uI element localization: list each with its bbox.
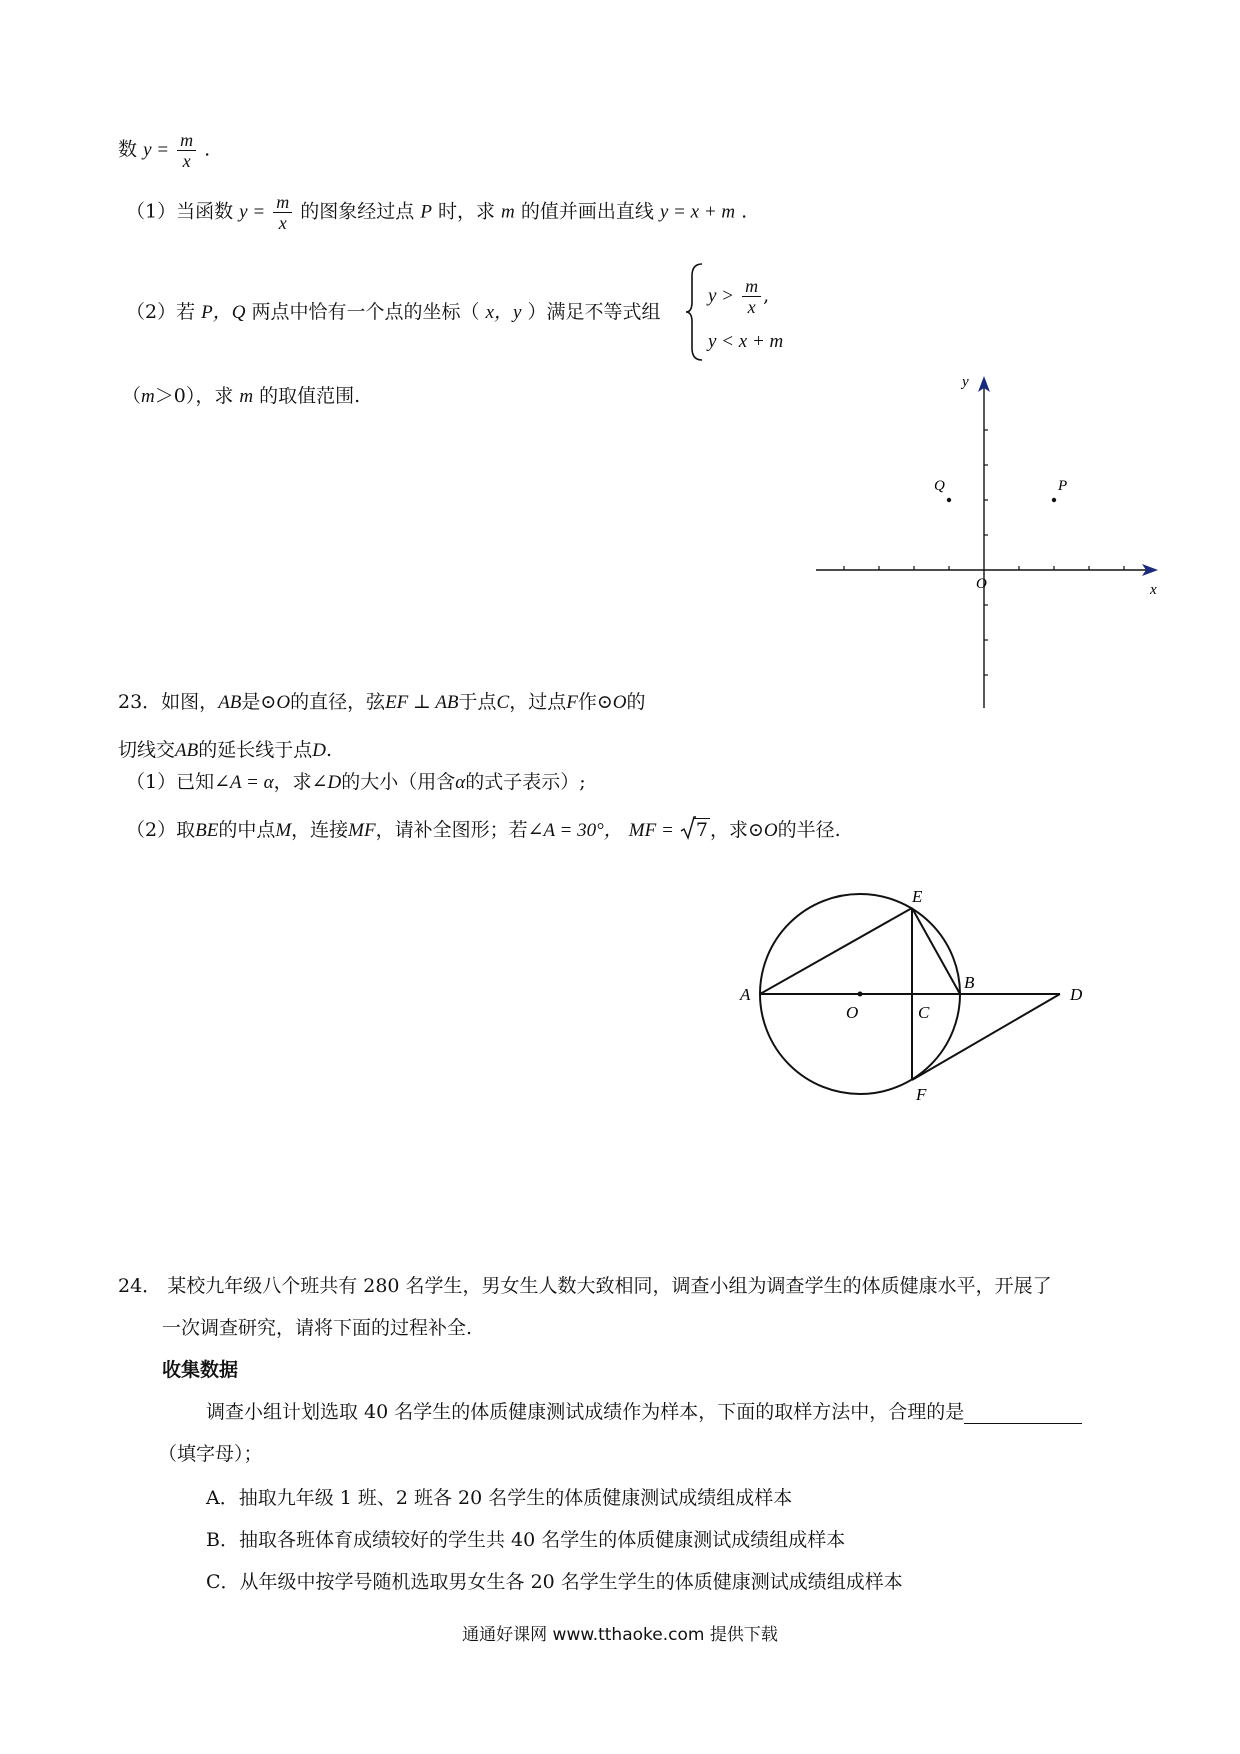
x-axis-label: x (1150, 582, 1157, 598)
q22-continuation: 数 y = $\frac{m}{x}$ . (118, 130, 211, 171)
fraction-m-over-x: $\frac{m}{x}$ (273, 192, 292, 233)
q24-heading: 收集数据 (162, 1359, 239, 1381)
label-D: D (1070, 985, 1083, 1004)
coordinate-graph (810, 372, 1170, 712)
graph-points (947, 498, 1056, 502)
fraction-m-over-x: $\frac{m}{x}$ (177, 130, 196, 171)
fraction-m-over-x: $\frac{m}{x}$ (742, 276, 761, 317)
answer-blank[interactable] (964, 1403, 1082, 1424)
q24-line4: （填字母）； (158, 1443, 263, 1465)
center-dot (858, 992, 863, 997)
circle-figure (736, 884, 1156, 1124)
point-Q-label: Q (934, 478, 945, 494)
origin-label: O (976, 576, 987, 592)
q24-option-C: C．从年级中按学号随机选取男女生各 20 名学生学生的体质健康测试成绩组成样本 (206, 1571, 903, 1593)
sqrt-7: 7 (680, 818, 710, 842)
q23-line1: 23．如图，AB是⊙O的直径，弦EF ⊥ AB于点C，过点F作⊙O的 (118, 691, 646, 713)
label-O: O (846, 1003, 859, 1022)
point-Q (947, 498, 951, 502)
line-EB (912, 908, 960, 994)
label-C: C (918, 1003, 930, 1022)
label-B: B (964, 973, 975, 992)
q23-line2: 切线交AB的延长线于点D. (118, 739, 333, 761)
left-brace-icon (686, 262, 706, 362)
label-F: F (916, 1085, 927, 1104)
line-AE (760, 908, 912, 994)
q24-line1: 24． 某校九年级八个班共有 280 名学生，男女生人数大致相同，调查小组为调查学生的体质健康水平，开展了 (118, 1275, 1052, 1297)
label-E: E (912, 887, 923, 906)
q22-condition: （m＞0），求 m 的取值范围. (122, 385, 361, 407)
q23-part2: （2）取BE的中点M，连接MF，请补全图形；若∠A = 30°， MF = 7 ，求⊙O的半径. (126, 818, 841, 843)
footer-text: 通通好课网 www.tthaoke.com 提供下载 (462, 1625, 778, 1645)
y-axis-label: y (962, 374, 969, 390)
q24-option-A: A．抽取九年级 1 班、2 班各 20 名学生的体质健康测试成绩组成样本 (206, 1487, 793, 1509)
q24-line3: 调查小组计划选取 40 名学生的体质健康测试成绩作为样本，下面的取样方法中，合理的是 (206, 1400, 1082, 1424)
tangent-FD (912, 994, 1060, 1080)
point-P-label: P (1058, 478, 1068, 494)
inequality-2: y < x + m (708, 331, 784, 352)
q23-part1: （1）已知∠A = α，求∠D的大小（用含α的式子表示）; (126, 771, 586, 793)
q22-part1: （1）当函数 y = $\frac{m}{x}$ 的图象经过点 P 时，求 m 的值并画出直线 y = x + m . (126, 192, 748, 233)
sqrt-icon (680, 816, 696, 842)
graph-axes (816, 384, 1152, 708)
q24-line2: 一次调查研究，请将下面的过程补全. (162, 1317, 473, 1339)
q24-option-B: B．抽取各班体育成绩较好的学生共 40 名学生的体质健康测试成绩组成样本 (206, 1529, 846, 1551)
label-A: A (740, 985, 751, 1004)
point-P (1052, 498, 1056, 502)
q22-part2: （2）若 P，Q 两点中恰有一个点的坐标（ x，y ）满足不等式组 (126, 301, 661, 323)
